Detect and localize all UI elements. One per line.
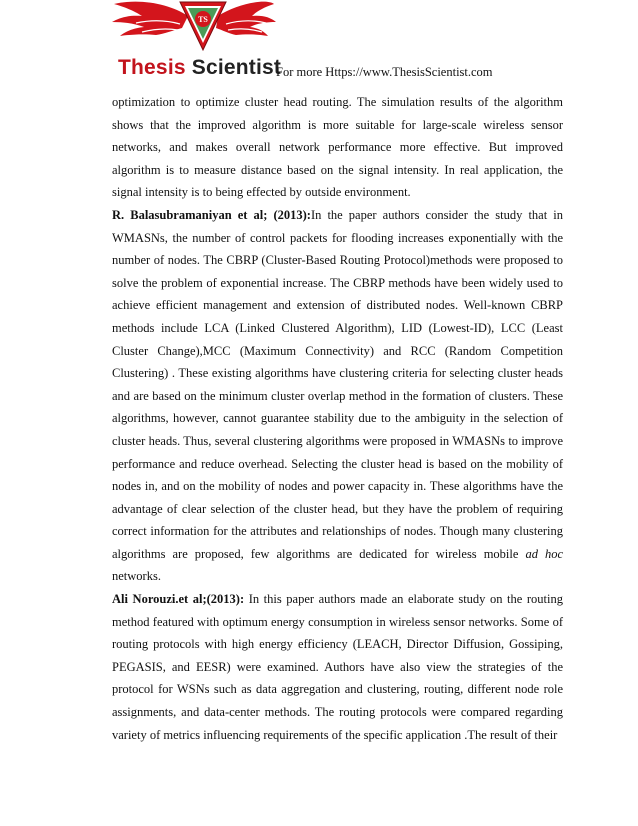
document-body bbox=[112, 91, 563, 746]
svg-text:TS: TS bbox=[198, 15, 208, 24]
brand-word-thesis: Thesis bbox=[118, 56, 186, 79]
header-website-link[interactable]: For more Https://www.ThesisScientist.com bbox=[276, 65, 493, 79]
winged-shield-icon bbox=[106, 0, 276, 60]
paragraph-text: In this paper authors made an elaborate study on the routing method featured with optimum energy consumption in wireless sensor networks. Some of routing protocols with high energy efficiency (LEACH, Director Diffusion, Gossiping, PEGASIS, and EESR) were examined. Authors have also view the strategies of the protocol for WSNs such as data aggregation and clustering, routing, different node role assignments, and data-center methods. The routing protocols were compared regarding variety of metrics influencing requirements of the specific application .The result of their bbox=[112, 592, 563, 742]
paragraph-balasubramaniyan bbox=[112, 204, 563, 588]
italic-term: ad hoc bbox=[525, 546, 563, 561]
paragraph-text-end: networks. bbox=[112, 569, 161, 584]
brand-wordmark bbox=[118, 56, 281, 80]
paragraph-intro: optimization to optimize cluster head routing. The simulation results of the algorithm shows that the improved algorithm is more suitable for large-scale wireless sensor networks, and makes overall network performance more effective. But improved algorithm is to measure distance based on the signal intensity. In real application, the signal intensity is to being effected by outside environment. bbox=[112, 95, 563, 200]
citation-heading: Ali Norouzi.et al;(2013): bbox=[112, 592, 245, 607]
paragraph-text: In the paper authors consider the study that in WMASNs, the number of control packets for flooding increases exponentially with the number of nodes. The CBRP (Cluster-Based Routing Protocol)methods were proposed to solve the problem of exponential increase. The CBRP methods have been widely used to achieve efficient management and extension of distributed nodes. Well-known CBRP methods include LCA (Linked Clustered Algorithm), LID (Lowest-ID), LCC (Least Cluster Change),MCC (Maximum Connectivity) and RCC (Random Competition Clustering) . These existing algorithms have clustering criteria for selecting cluster heads and are based on the minimum cluster overlap method in the formation of clusters. These algorithms, however, cannot guarantee stability due to the ambiguity in the selection of cluster heads. Thus, several clustering algorithms were proposed in WMASNs to improve performance and reduce overhead. Selecting the cluster head is based on the mobility of nodes in, and on the mobility of nodes and power capacity in. These algorithms have the advantage of clear selection of the cluster head, but they have the problem of requiring correct information for the attributes and relationships of nodes. Though many clustering algorithms are proposed, few algorithms are dedicated for wireless mobile bbox=[112, 207, 563, 561]
brand-word-scientist: Scientist bbox=[185, 56, 282, 79]
citation-heading: R. Balasubramaniyan et al; (2013): bbox=[112, 207, 311, 222]
paragraph-norouzi bbox=[112, 588, 563, 746]
